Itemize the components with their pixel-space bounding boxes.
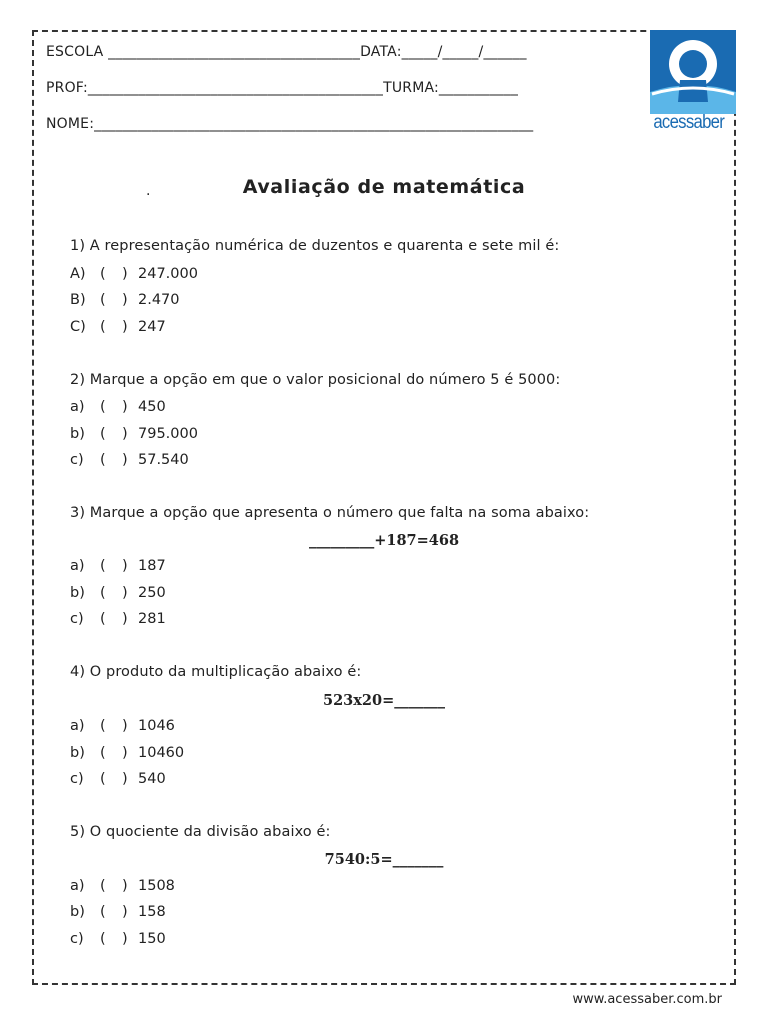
answer-checkbox[interactable]: ( ) — [100, 585, 128, 601]
answer-option[interactable] — [70, 558, 166, 574]
answer-option[interactable] — [70, 426, 198, 442]
option-label: a) — [70, 878, 85, 894]
page-title: Avaliação de matemática — [242, 176, 526, 198]
question-prompt: 4) O produto da multiplicação abaixo é: — [70, 664, 362, 680]
option-label: a) — [70, 399, 85, 415]
option-label: C) — [70, 319, 86, 335]
question-equation: 523x20=_______ — [323, 692, 445, 709]
option-label: A) — [70, 266, 86, 282]
option-value: 247.000 — [138, 266, 198, 282]
logo-text: acessaber — [653, 112, 725, 133]
answer-checkbox[interactable]: ( ) — [100, 399, 128, 415]
question-equation: _________+187=468 — [308, 532, 460, 549]
answer-checkbox[interactable]: ( ) — [100, 931, 128, 947]
option-value: 540 — [138, 771, 166, 787]
answer-option[interactable] — [70, 452, 189, 468]
option-value: 250 — [138, 585, 166, 601]
answer-checkbox[interactable]: ( ) — [100, 745, 128, 761]
option-label: c) — [70, 452, 84, 468]
answer-option[interactable] — [70, 878, 175, 894]
answer-option[interactable] — [70, 904, 166, 920]
question-prompt: 3) Marque a opção que apresenta o número que falta na soma abaixo: — [70, 505, 590, 521]
option-label: c) — [70, 931, 84, 947]
teacher-class-line: PROF:_________________________________________TURMA:___________ — [46, 80, 519, 96]
answer-option[interactable] — [70, 611, 166, 627]
answer-option[interactable] — [70, 399, 166, 415]
option-value: 247 — [138, 319, 166, 335]
answer-checkbox[interactable]: ( ) — [100, 558, 128, 574]
footer-url: www.acessaber.com.br — [572, 992, 722, 1007]
option-value: 1046 — [138, 718, 175, 734]
answer-option[interactable] — [70, 585, 166, 601]
answer-checkbox[interactable]: ( ) — [100, 266, 128, 282]
answer-option[interactable] — [70, 771, 166, 787]
answer-option[interactable] — [70, 931, 166, 947]
answer-option[interactable] — [70, 292, 180, 308]
option-value: 1508 — [138, 878, 175, 894]
answer-option[interactable] — [70, 266, 198, 282]
answer-checkbox[interactable]: ( ) — [100, 292, 128, 308]
option-value: 150 — [138, 931, 166, 947]
answer-checkbox[interactable]: ( ) — [100, 904, 128, 920]
answer-checkbox[interactable]: ( ) — [100, 426, 128, 442]
option-value: 187 — [138, 558, 166, 574]
option-label: a) — [70, 558, 85, 574]
school-date-line: ESCOLA ___________________________________DATA:_____/_____/______ — [46, 44, 527, 60]
answer-checkbox[interactable]: ( ) — [100, 452, 128, 468]
answer-checkbox[interactable]: ( ) — [100, 718, 128, 734]
question-prompt: 2) Marque a opção em que o valor posicional do número 5 é 5000: — [70, 372, 561, 388]
stray-dot: . — [146, 183, 151, 199]
option-value: 450 — [138, 399, 166, 415]
option-label: b) — [70, 426, 85, 442]
option-value: 795.000 — [138, 426, 198, 442]
option-label: a) — [70, 718, 85, 734]
student-name-line: NOME:_____________________________________________________________ — [46, 116, 534, 132]
option-label: b) — [70, 745, 85, 761]
option-label: c) — [70, 611, 84, 627]
answer-option[interactable] — [70, 745, 184, 761]
option-label: b) — [70, 904, 85, 920]
answer-option[interactable] — [70, 718, 175, 734]
answer-checkbox[interactable]: ( ) — [100, 319, 128, 335]
option-value: 281 — [138, 611, 166, 627]
question-equation: 7540:5=_______ — [324, 851, 444, 868]
option-label: c) — [70, 771, 84, 787]
answer-checkbox[interactable]: ( ) — [100, 771, 128, 787]
answer-option[interactable] — [70, 319, 166, 335]
option-label: B) — [70, 292, 86, 308]
option-value: 57.540 — [138, 452, 189, 468]
question-prompt: 5) O quociente da divisão abaixo é: — [70, 824, 331, 840]
option-value: 2.470 — [138, 292, 180, 308]
option-value: 158 — [138, 904, 166, 920]
option-label: b) — [70, 585, 85, 601]
answer-checkbox[interactable]: ( ) — [100, 611, 128, 627]
option-value: 10460 — [138, 745, 185, 761]
question-prompt: 1) A representação numérica de duzentos e quarenta e sete mil é: — [70, 238, 560, 254]
answer-checkbox[interactable]: ( ) — [100, 878, 128, 894]
